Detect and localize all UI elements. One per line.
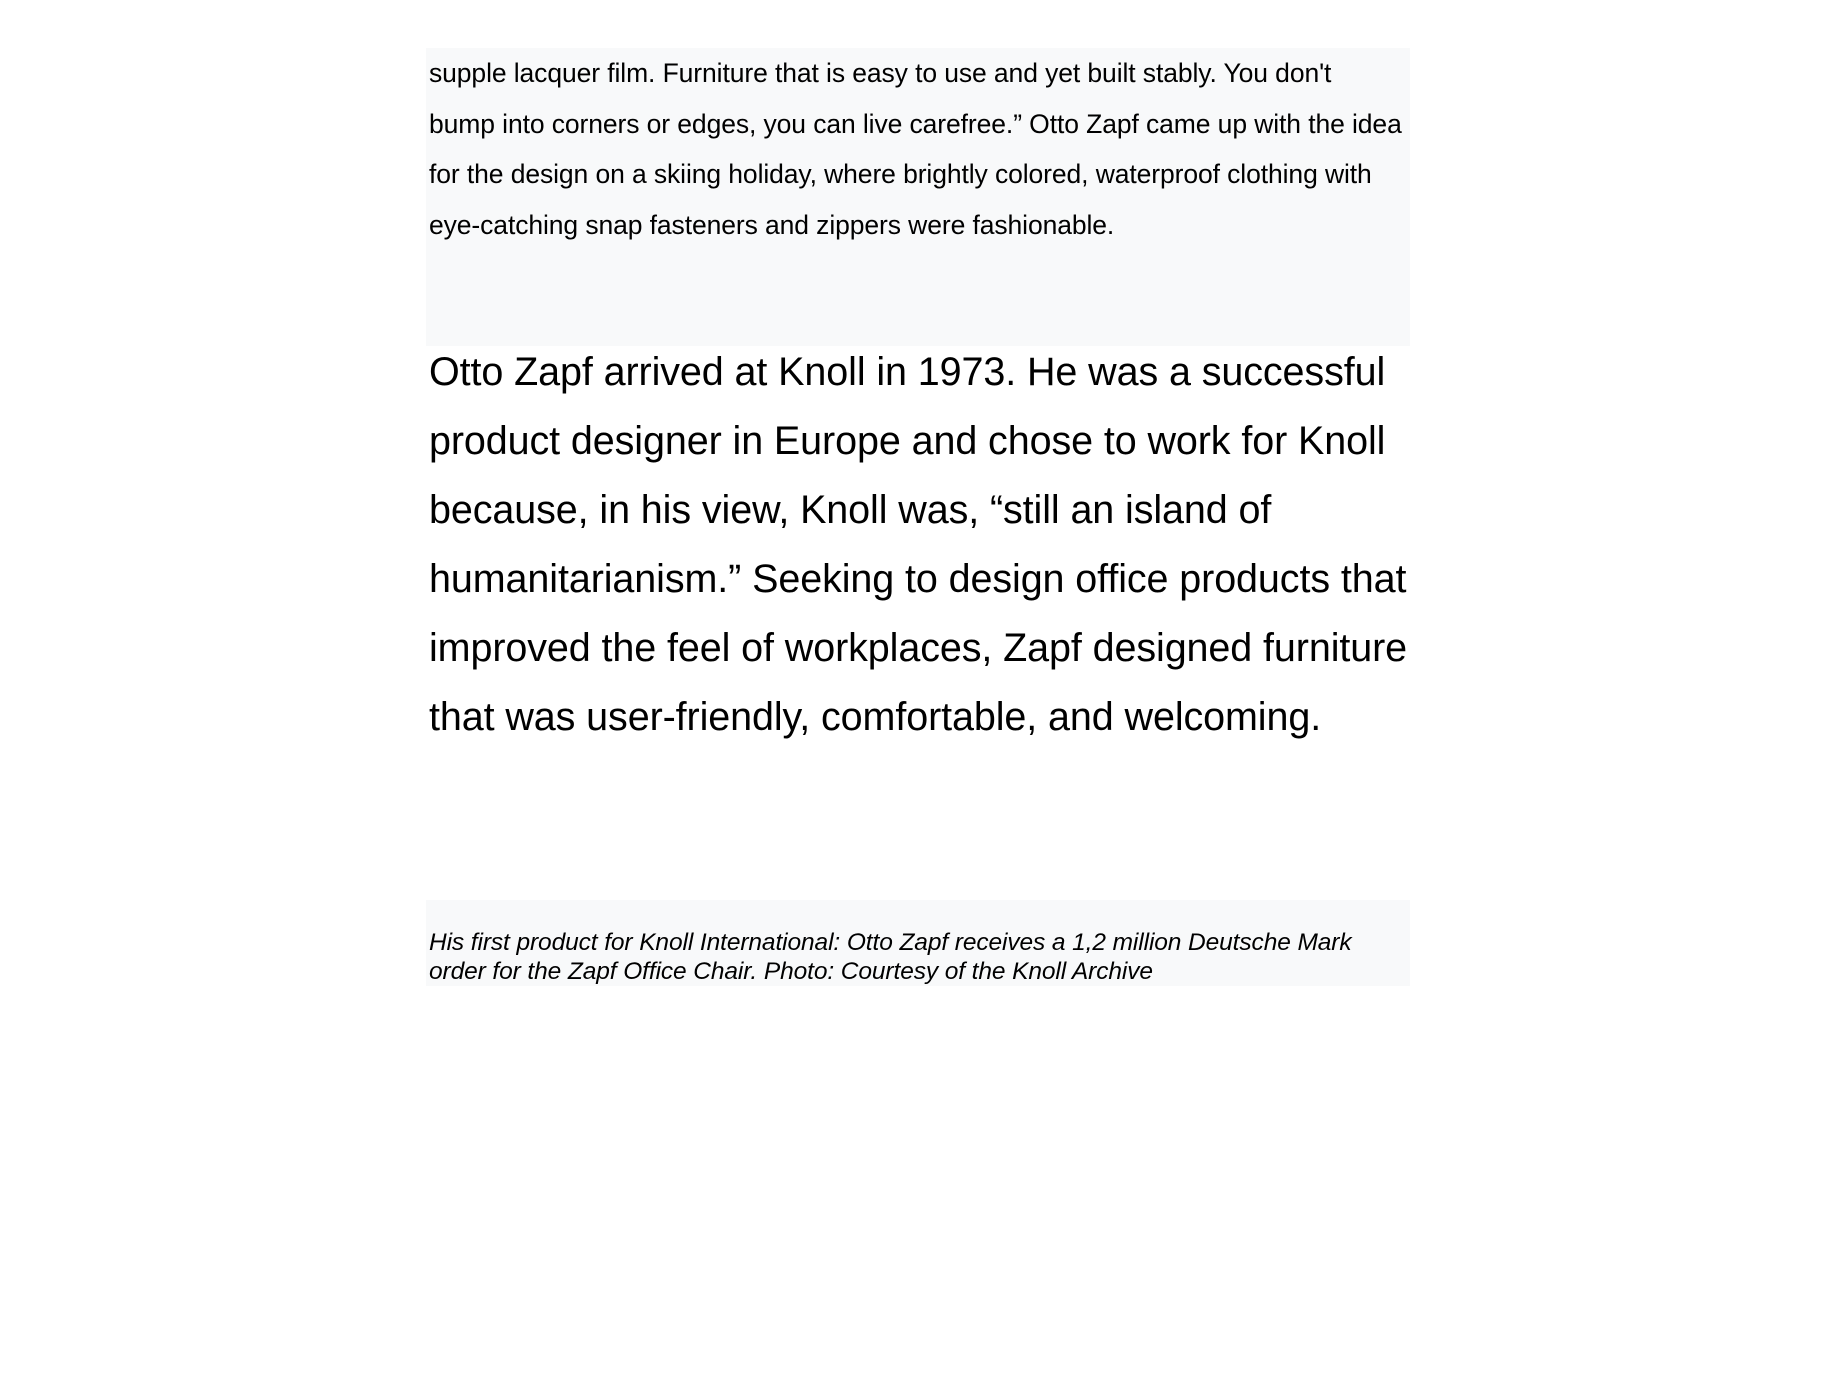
quote-text: supple lacquer film. Furniture that is easy to use and yet built stably. You don't bump into corners or edges, you can live carefree.” Otto Zapf came up with the idea for the design on a skiing holiday, where brightly colored, waterproof clothing with eye-catching snap fasteners and zippers were fashionable. (429, 58, 1402, 240)
image-caption: His first product for Knoll International: Otto Zapf receives a 1,2 million Deutsche Mark order for the Zapf Office Chair. Photo: Courtesy of the Knoll Archive (429, 929, 1352, 985)
quote-block (426, 48, 1410, 346)
image-caption-block (426, 900, 1410, 986)
body-paragraph: Otto Zapf arrived at Knoll in 1973. He was a successful product designer in Europe and chose to work for Knoll because, in his view, Knoll was, “still an island of humanitarianism.” Seeking to design office products that improved the feel of workplaces, Zapf designed furniture that was user-friendly, comfortable, and welcoming. (429, 350, 1408, 739)
